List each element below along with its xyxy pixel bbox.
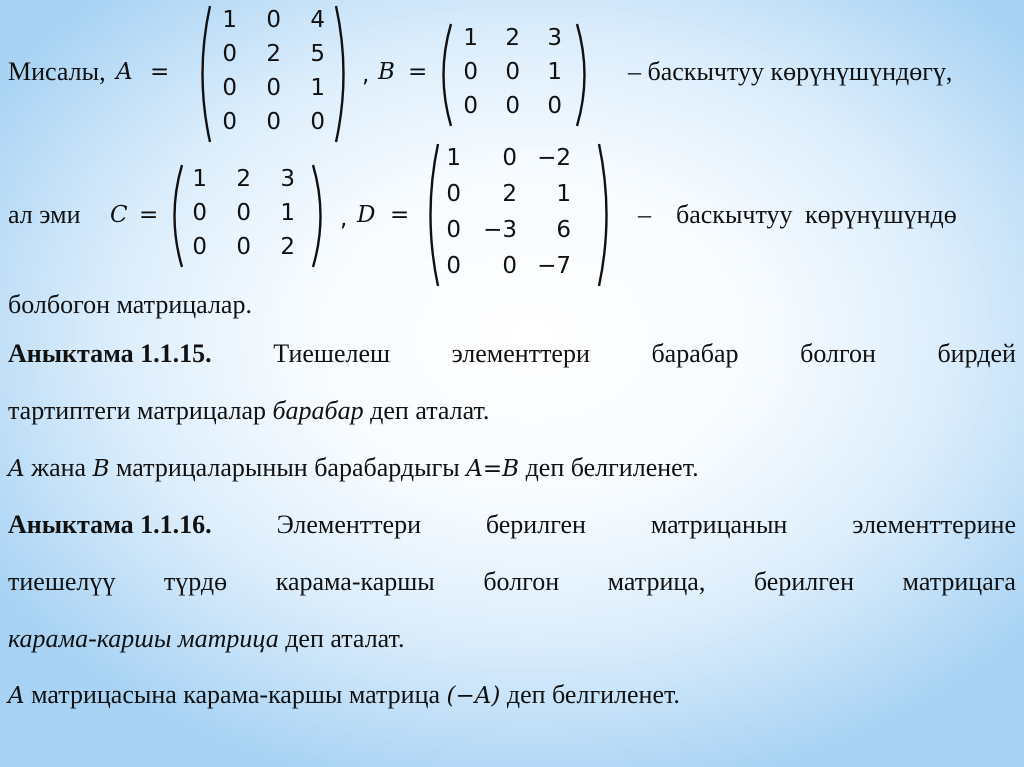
word: берилген — [485, 510, 586, 539]
formula-minus-a: (−A) — [446, 683, 501, 709]
matrix-entry: 1 — [222, 7, 237, 33]
word: тиешелүү — [8, 567, 116, 596]
matrix-entry: 3 — [547, 25, 562, 51]
word: Тиешелеш — [273, 339, 391, 368]
definition-1-1-15-line-1 — [8, 339, 1016, 369]
left-parenthesis — [431, 144, 439, 286]
matrix-entry: 0 — [222, 75, 237, 101]
right-parenthesis — [599, 144, 607, 286]
equals-sign: = — [150, 59, 170, 85]
comma: , — [362, 62, 370, 88]
matrix-entry: 0 — [222, 41, 237, 67]
definition-1-1-15-line-2: тартиптеги матрицалар барабар деп аталат. — [8, 396, 490, 425]
matrix-entry: 0 — [192, 200, 207, 226]
matrix-entry: 0 — [222, 109, 237, 135]
matrix-c — [165, 163, 330, 269]
matrix-entry: 0 — [192, 234, 207, 260]
matrix-entry: 1 — [446, 145, 461, 171]
word: матрицага — [902, 567, 1016, 596]
description-matrices: болбогон матрицалар. — [8, 290, 252, 319]
matrix-entry: −2 — [537, 145, 571, 171]
word: болгон — [483, 567, 560, 596]
matrix-entry: 0 — [446, 181, 461, 207]
comma: , — [340, 206, 348, 232]
matrix-entry: 0 — [266, 109, 281, 135]
matrix-entry: 0 — [505, 59, 520, 85]
matrix-entry: 2 — [236, 166, 251, 192]
matrix-entry: 2 — [505, 25, 520, 51]
matrix-entry: 0 — [446, 217, 461, 243]
definition-1-1-16-line-3: карама-каршы матрица деп аталат. — [8, 624, 405, 653]
left-parenthesis — [203, 6, 211, 142]
word: болгон — [800, 339, 876, 368]
dash: – — [638, 200, 651, 229]
matrix-entry: 0 — [463, 59, 478, 85]
right-parenthesis — [577, 24, 585, 126]
matrix-entry: 0 — [547, 93, 562, 119]
matrix-entry: −3 — [483, 217, 517, 243]
notation-opposite: A матрицасына карама-каршы матрица (−A) деп белгиленет. — [8, 680, 680, 709]
left-parenthesis — [175, 165, 183, 267]
matrix-entry: 1 — [192, 166, 207, 192]
description-staircase: – баскычтуу көрүнүшүндөгү, — [628, 57, 953, 86]
matrix-entry: 1 — [310, 75, 325, 101]
term-opposite-matrix: карама-каршы матрица — [8, 624, 279, 653]
matrix-entry: 5 — [310, 41, 325, 67]
right-parenthesis — [336, 6, 344, 142]
matrix-entry: 3 — [280, 166, 295, 192]
notation-equality: A жана B матрицаларынын барабардыгы A=B деп белгиленет. — [8, 453, 699, 482]
description-not-staircase: баскычтуу көрүнүшүндө — [676, 200, 957, 229]
matrix-entry: −7 — [537, 253, 571, 279]
matrix-c-symbol: C — [110, 202, 128, 228]
matrix-entry: 0 — [266, 7, 281, 33]
matrix-entry: 1 — [556, 181, 571, 207]
formula-a-equals-b: A=B — [466, 456, 520, 482]
matrix-entry: 0 — [502, 253, 517, 279]
matrix-entry: 0 — [266, 75, 281, 101]
word: элементтерине — [852, 510, 1016, 539]
matrix-b-symbol: B — [378, 59, 395, 85]
right-parenthesis — [313, 165, 321, 267]
definition-label: Аныктама 1.1.16. — [8, 510, 212, 539]
word: берилген — [753, 567, 854, 596]
matrix-entry: 1 — [547, 59, 562, 85]
word: матрица, — [607, 567, 706, 596]
matrix-entry: 0 — [446, 253, 461, 279]
definition-1-1-16-line-2 — [8, 567, 1016, 597]
definition-1-1-16-line-1 — [8, 510, 1016, 540]
definition-label: Аныктама 1.1.15. — [8, 339, 212, 368]
matrix-entry: 2 — [502, 181, 517, 207]
word: барабар — [651, 339, 739, 368]
word: түрдө — [163, 567, 228, 596]
matrix-entry: 0 — [236, 234, 251, 260]
matrix-entry: 2 — [280, 234, 295, 260]
matrix-entry: 6 — [556, 217, 571, 243]
matrix-b — [434, 22, 594, 128]
matrix-d-symbol: D — [357, 202, 376, 228]
word: элементтери — [451, 339, 590, 368]
equals-sign: = — [139, 202, 159, 228]
matrix-entry: 1 — [463, 25, 478, 51]
matrix-entry: 2 — [266, 41, 281, 67]
matrix-a-symbol: A — [116, 59, 133, 85]
matrix-entry: 0 — [505, 93, 520, 119]
example-intro: Мисалы, — [8, 57, 106, 86]
term-barabar: барабар — [272, 396, 364, 425]
matrix-entry: 1 — [280, 200, 295, 226]
word: матрицанын — [650, 510, 788, 539]
matrix-a — [193, 4, 353, 144]
equals-sign: = — [390, 202, 410, 228]
matrix-entry: 0 — [463, 93, 478, 119]
matrix-d — [421, 142, 616, 288]
matrix-entry: 0 — [236, 200, 251, 226]
al-emi-text: ал эми — [8, 200, 81, 229]
word: карама-каршы — [275, 567, 435, 596]
matrix-entry: 0 — [502, 145, 517, 171]
word: бирдей — [937, 339, 1016, 368]
equals-sign: = — [408, 59, 428, 85]
left-parenthesis — [444, 24, 452, 126]
matrix-entry: 4 — [310, 7, 325, 33]
matrix-entry: 0 — [310, 109, 325, 135]
word: Элементтери — [276, 510, 421, 539]
